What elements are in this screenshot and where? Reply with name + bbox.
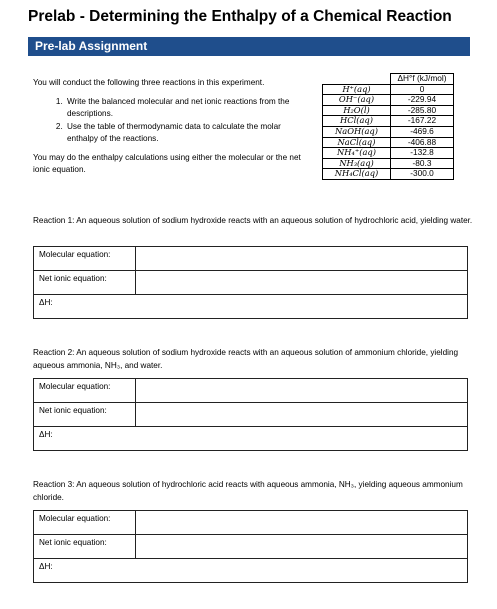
molecular-equation-label: Molecular equation: xyxy=(34,379,136,403)
value-cell: -469.6 xyxy=(391,126,454,137)
delta-h-field[interactable] xyxy=(34,295,468,319)
intro-lead: You will conduct the following three reactions in this experiment. xyxy=(33,78,265,87)
reaction-3-answer-box xyxy=(33,510,468,583)
species-cell: OH⁻(aq) xyxy=(323,95,391,106)
instruction-item: 1. Write the balanced molecular and net ionic reactions from the descriptions. xyxy=(65,96,313,121)
value-cell: -229.94 xyxy=(391,95,454,106)
enthalpy-table xyxy=(322,73,454,180)
net-ionic-equation-field[interactable] xyxy=(136,271,468,295)
species-cell: NH₃(aq) xyxy=(323,158,391,169)
table-row xyxy=(323,158,454,169)
net-ionic-equation-label: Net ionic equation: xyxy=(34,403,136,427)
intro-text xyxy=(33,77,313,177)
page-title: Prelab - Determining the Enthalpy of a Chemical Reaction xyxy=(28,8,452,25)
delta-h-label: ΔH: xyxy=(39,562,53,571)
species-cell: H⁺(aq) xyxy=(323,84,391,95)
delta-h-field[interactable] xyxy=(34,559,468,583)
table-row xyxy=(323,105,454,116)
species-cell: NH₄Cl(aq) xyxy=(323,169,391,180)
value-cell: -285.80 xyxy=(391,105,454,116)
molecular-equation-label: Molecular equation: xyxy=(34,511,136,535)
molecular-equation-field[interactable] xyxy=(136,511,468,535)
species-cell: H₂O(l) xyxy=(323,105,391,116)
net-ionic-equation-field[interactable] xyxy=(136,535,468,559)
value-cell: -132.8 xyxy=(391,148,454,159)
intro-note: You may do the enthalpy calculations using either the molecular or the net ionic equation. xyxy=(33,152,301,174)
net-ionic-equation-label: Net ionic equation: xyxy=(34,271,136,295)
table-row xyxy=(323,116,454,127)
species-cell: HCl(aq) xyxy=(323,116,391,127)
value-cell: -406.88 xyxy=(391,137,454,148)
molecular-equation-label: Molecular equation: xyxy=(34,247,136,271)
reaction-1-description: Reaction 1: An aqueous solution of sodium hydroxide reacts with an aqueous solution of hydrochloric acid, yielding water. xyxy=(33,216,473,225)
molecular-equation-field[interactable] xyxy=(136,247,468,271)
delta-h-label: ΔH: xyxy=(39,430,53,439)
section-banner: Pre-lab Assignment xyxy=(28,37,470,56)
species-cell: NaCl(aq) xyxy=(323,137,391,148)
value-cell: -167.22 xyxy=(391,116,454,127)
reaction-1-answer-box xyxy=(33,246,468,319)
species-cell: NH₄⁺(aq) xyxy=(323,148,391,159)
table-header: ΔH°f (kJ/mol) xyxy=(391,74,454,85)
table-row xyxy=(323,169,454,180)
table-corner xyxy=(323,74,391,85)
table-row xyxy=(323,137,454,148)
table-row xyxy=(323,95,454,106)
reaction-2-answer-box xyxy=(33,378,468,451)
value-cell: -300.0 xyxy=(391,169,454,180)
instruction-item: 2. Use the table of thermodynamic data to calculate the molar enthalpy of the reactions. xyxy=(65,121,313,146)
table-row xyxy=(323,126,454,137)
species-cell: NaOH(aq) xyxy=(323,126,391,137)
table-header-row xyxy=(323,74,454,85)
value-cell: 0 xyxy=(391,84,454,95)
molecular-equation-field[interactable] xyxy=(136,379,468,403)
value-cell: -80.3 xyxy=(391,158,454,169)
delta-h-label: ΔH: xyxy=(39,298,53,307)
net-ionic-equation-field[interactable] xyxy=(136,403,468,427)
reaction-3-description: Reaction 3: An aqueous solution of hydrochloric acid reacts with aqueous ammonia, NH₃, yielding aqueous ammonium chloride. xyxy=(33,480,463,502)
delta-h-field[interactable] xyxy=(34,427,468,451)
net-ionic-equation-label: Net ionic equation: xyxy=(34,535,136,559)
table-row xyxy=(323,148,454,159)
reaction-2-description: Reaction 2: An aqueous solution of sodium hydroxide reacts with an aqueous solution of ammonium chloride, yielding aqueous ammonia, NH₃, and water. xyxy=(33,348,459,370)
instruction-list xyxy=(33,96,313,146)
table-row xyxy=(323,84,454,95)
